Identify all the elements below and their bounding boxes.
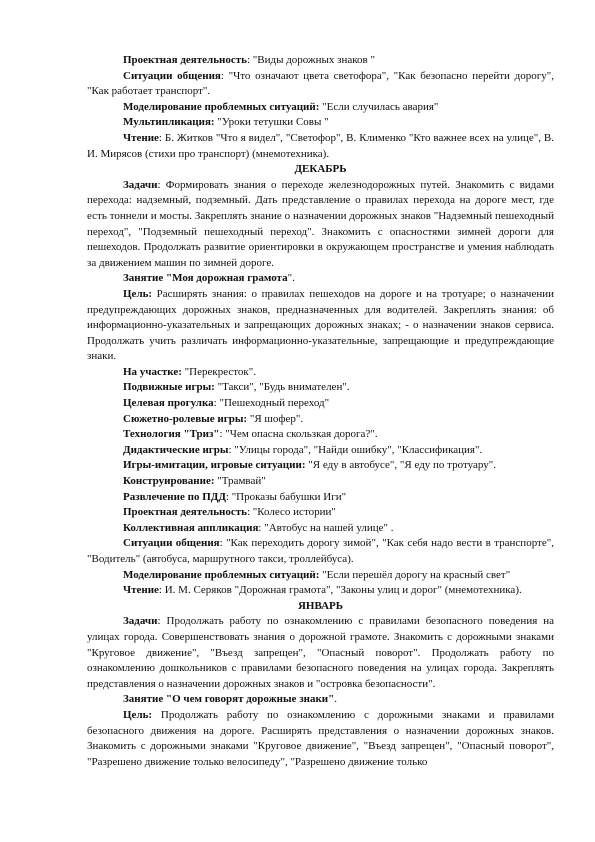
- text-dec-modeling: "Если перешёл дорогу на красный свет": [319, 568, 511, 581]
- text-animation: "Уроки тетушки Совы ": [214, 116, 329, 129]
- label-dec-imitation: Игры-имитации, игровые ситуации:: [123, 459, 306, 472]
- label-dec-entertainment: Развлечение по ПДД: [123, 490, 226, 503]
- text-modeling: "Если случилась авария": [319, 100, 439, 113]
- paragraph-animation: [87, 115, 554, 131]
- paragraph-dec-walk: [87, 396, 554, 412]
- text-communication: : "Что означают цвета светофора", "Как безопасно перейти дорогу", "Как работает транспорт".: [87, 69, 554, 98]
- paragraph-dec-project: [87, 505, 554, 521]
- text-dec-triz: : "Чем опасна скользкая дорога?".: [219, 428, 378, 441]
- text-dec-project: : "Колесо истории": [246, 506, 336, 519]
- paragraph-dec-communication: [87, 536, 554, 567]
- paragraph-dec-didactic: [87, 443, 554, 459]
- section-heading-january: ЯНВАРЬ: [297, 599, 344, 612]
- paragraph-project: [87, 53, 554, 69]
- label-dec-games: Подвижные игры:: [123, 381, 215, 394]
- paragraph-dec-entertainment: [87, 490, 554, 506]
- text-dec-communication: : "Как переходить дорогу зимой", "Как себя надо вести в транспорте", "Водитель" (автобуса, маршрутного такси, троллейбуса).: [87, 537, 554, 565]
- label-dec-project: Проектная деятельность: [123, 506, 247, 519]
- label-dec-tasks: Задачи: [123, 178, 158, 191]
- text-dec-imitation: "Я еду в автобусе", "Я еду по тротуару".: [305, 459, 496, 472]
- text-dec-entertainment: : "Проказы бабушки Иги": [225, 490, 347, 503]
- paragraph-dec-role: [87, 412, 554, 428]
- text-dec-didactic: : "Улицы города", "Найди ошибку", "Классификация".: [228, 443, 483, 456]
- paragraph-reading: [87, 131, 554, 162]
- paragraph-dec-games: [87, 380, 554, 396]
- label-dec-lesson: Занятие "Моя дорожная грамота: [123, 272, 288, 285]
- text-dec-walk: : "Пешеходный переход": [213, 397, 330, 410]
- label-animation: Мультипликация:: [123, 116, 215, 129]
- label-dec-walk: Целевая прогулка: [123, 397, 214, 410]
- paragraph-dec-application: [87, 521, 554, 537]
- label-dec-reading: Чтение: [123, 584, 159, 597]
- text-project: : "Виды дорожных знаков ": [246, 54, 375, 66]
- paragraph-dec-modeling: [87, 568, 554, 584]
- label-dec-goal: Цель:: [123, 287, 153, 300]
- paragraph-dec-goal: [87, 287, 554, 365]
- label-communication: Ситуации общения: [123, 69, 221, 82]
- document-body: [87, 53, 554, 770]
- paragraph-dec-tasks: [87, 178, 554, 272]
- text-dec-goal: Расширять знания: о правилах пешеходов на дороге и на тротуаре; о назначении предупреждающих дорожных знаков, предназначенных для водителей. Закреплять знания: об информационно-указательных и запрещающих дорожных знаках; - о назначении знаков сервиса. Продолжать учить различать информационно-указательные, запрещающие и предупреждающие знаки.: [87, 287, 554, 363]
- paragraph-dec-triz: [87, 427, 554, 443]
- text-dec-site: "Перекресток".: [181, 365, 256, 378]
- paragraph-communication: [87, 69, 554, 100]
- label-modeling: Моделирование проблемных ситуаций:: [123, 100, 320, 113]
- text-jan-lesson: .: [334, 693, 337, 706]
- text-dec-construction: "Трамвай": [214, 475, 266, 488]
- paragraph-dec-site: [87, 365, 554, 381]
- text-dec-games: "Такси", "Будь внимателен".: [214, 381, 350, 394]
- paragraph-jan-goal: [87, 708, 554, 770]
- paragraph-jan-lesson: [87, 692, 554, 708]
- section-heading-december: ДЕКАБРЬ: [294, 163, 347, 176]
- label-dec-triz: Технология "Триз": [123, 428, 220, 441]
- label-dec-didactic: Дидактические игры: [123, 443, 229, 456]
- text-dec-application: : "Автобус на нашей улице" .: [258, 521, 394, 534]
- label-dec-communication: Ситуации общения: [123, 537, 220, 550]
- text-jan-tasks: : Продолжать работу по ознакомлению с правилами безопасного поведения на улицах города. Совершенствовать знания о дорожной грамоте. Знакомить с дорожными знаками "Круговое движение", "Въезд запрещен", "Опасный поворот". Продолжать работу по ознакомлению дошкольников с правилами безопасного поведения на улицах города. Закреплять представления о назначении дорожных знаков и "островка безопасности".: [87, 615, 554, 690]
- paragraph-dec-reading: [87, 583, 554, 599]
- label-dec-application: Коллективная аппликация: [123, 521, 259, 534]
- paragraph-dec-construction: [87, 474, 554, 490]
- text-dec-reading: : И. М. Серяков "Дорожная грамота", "Законы улиц и дорог" (мнемотехника).: [158, 584, 522, 597]
- label-jan-lesson: Занятие "О чем говорят дорожные знаки": [123, 693, 335, 706]
- label-dec-construction: Конструирование:: [123, 475, 215, 488]
- text-dec-lesson: ".: [287, 272, 295, 285]
- text-jan-goal: Продолжать работу по ознакомлению с дорожными знаками и правилами безопасного движения на дороге. Расширять представления о назначении дорожных знаков. Знакомить с дорожными знаками "Круговое движение", "Въезд запрещен", "Опасный поворот", "Разрешено движение только велосипеду", "Разрешено движение только: [87, 708, 554, 768]
- paragraph-dec-lesson: [87, 271, 554, 287]
- paragraph-dec-imitation: [87, 458, 554, 474]
- text-dec-tasks: : Формировать знания о переходе железнодорожных путей. Знакомить с видами перехода: надземный, подземный. Дать представление о правилах перехода на дороге мест, где есть тоннели и мосты. Закреплять знание о назначении дорожных знаков "Надземный пешеходный переход", "Подземный пешеходный переход". Знакомить с опасностями зимней дороги для пешеходов. Продолжать развитие ориентировки в окружающем пространстве и умения наблюдать за движением машин по зимней дороге.: [87, 178, 554, 269]
- label-dec-site: На участке:: [123, 365, 182, 378]
- label-jan-tasks: Задачи: [123, 615, 158, 628]
- label-project: Проектная деятельность: [123, 54, 247, 66]
- paragraph-jan-tasks: [87, 614, 554, 692]
- text-dec-role: "Я шофер".: [247, 412, 304, 425]
- label-dec-modeling: Моделирование проблемных ситуаций:: [123, 568, 320, 581]
- label-dec-role: Сюжетно-ролевые игры:: [123, 412, 248, 425]
- paragraph-modeling: [87, 100, 554, 116]
- label-jan-goal: Цель:: [123, 708, 153, 721]
- label-reading: Чтение: [123, 131, 159, 144]
- text-reading: : Б. Житков "Что я видел", "Светофор", В. Клименко "Кто важнее всех на улице", В. И. Мирясов (стихи про транспорт) (мнемотехника).: [87, 131, 554, 160]
